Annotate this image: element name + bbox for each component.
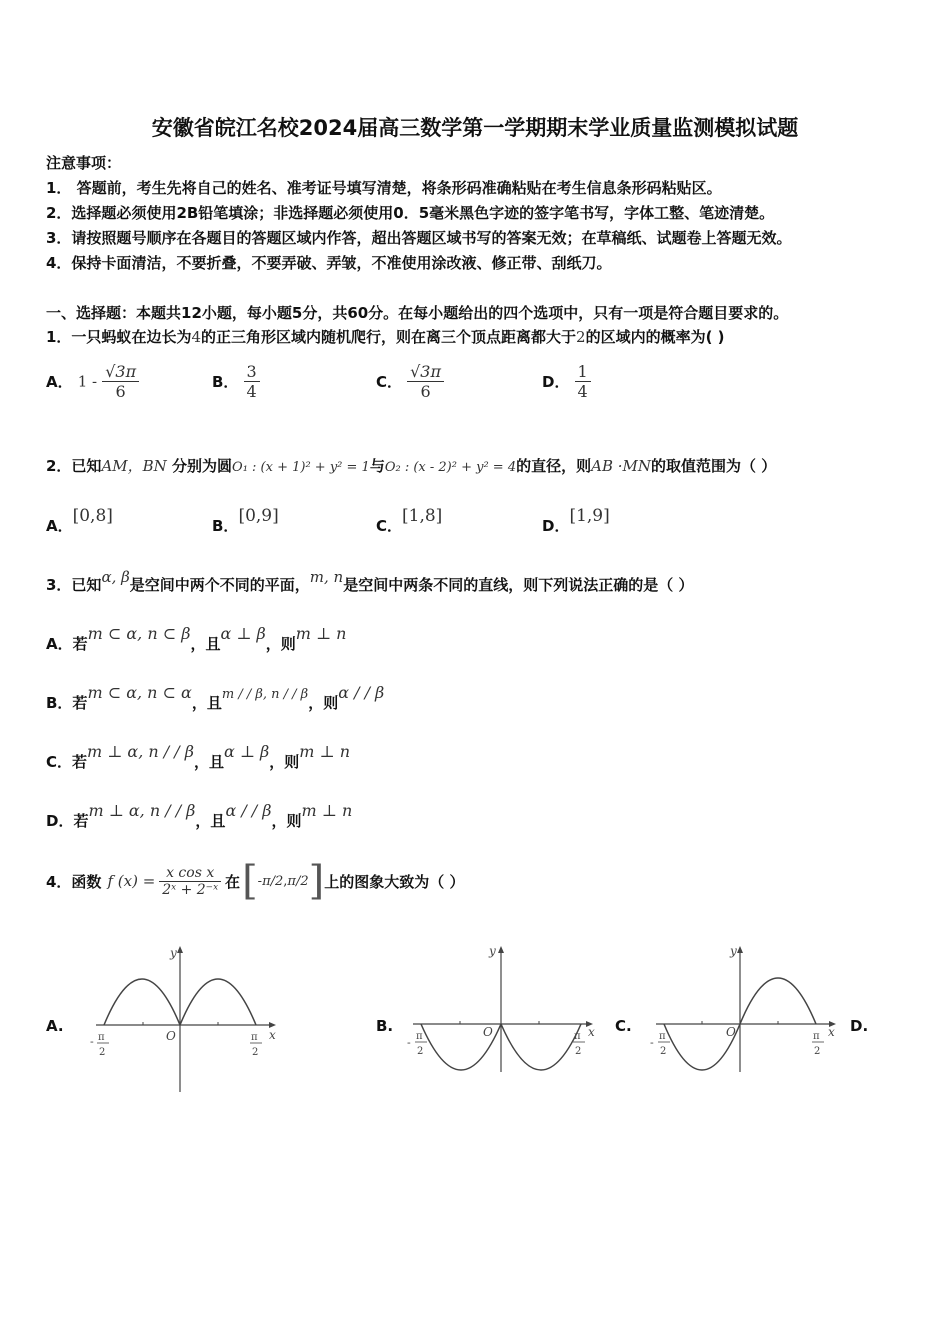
svg-text:2: 2: [417, 1046, 424, 1057]
q3-option-a[interactable]: A．若m ⊂ α, n ⊂ β，且α ⊥ β，则m ⊥ n: [46, 624, 347, 653]
q4-option-d-label[interactable]: D.: [850, 1017, 869, 1035]
y-axis-label: y: [730, 944, 737, 958]
q2-option-c[interactable]: C．[1,8]: [376, 506, 443, 535]
q2-option-b[interactable]: B．[0,9]: [212, 506, 279, 535]
section-heading: 一、选择题：本题共12小题，每小题5分，共60分。在每小题给出的四个选项中，只有一项是符合题目要求的。: [46, 304, 789, 322]
svg-text:π: π: [416, 1031, 423, 1042]
svg-text:2: 2: [814, 1046, 821, 1057]
q3-option-c[interactable]: C．若m ⊥ α, n / / β，且α ⊥ β，则m ⊥ n: [46, 742, 350, 771]
q1-option-c[interactable]: C． $\frac{√3\pi}{6}$: [376, 362, 444, 401]
x-axis-label: x: [828, 1025, 835, 1039]
svg-text:-: -: [90, 1035, 94, 1048]
notice-heading: 注意事项：: [46, 154, 122, 172]
svg-text:π: π: [98, 1032, 105, 1043]
q4-option-c-label[interactable]: C.: [615, 1017, 632, 1035]
notice-item: 1． 答题前，考生先将自己的姓名、准考证号填写清楚，将条形码准确粘贴在考生信息条形码粘贴区。: [46, 179, 722, 197]
graph-a: [88, 940, 288, 1100]
origin-label: O: [726, 1025, 736, 1039]
svg-text:π: π: [659, 1031, 666, 1042]
svg-text:-: -: [407, 1036, 411, 1049]
svg-text:2: 2: [252, 1047, 259, 1058]
origin-label: O: [483, 1025, 493, 1039]
svg-text:π: π: [813, 1031, 820, 1042]
svg-text:2: 2: [99, 1047, 106, 1058]
q3-option-d[interactable]: D．若m ⊥ α, n / / β，且α / / β，则m ⊥ n: [46, 801, 353, 830]
y-axis-label: y: [170, 946, 177, 960]
svg-text:-: -: [650, 1036, 654, 1049]
question-4: 4．函数 f (x) = $\frac{\text{x cos x}}{\text{2ˣ + 2⁻ˣ}}$ 在 [ -π/2 , π/2 ] 上的图象大致为（ ）: [46, 858, 465, 904]
graph-b: [405, 940, 605, 1080]
svg-text:2: 2: [575, 1046, 582, 1057]
question-2: 2．已知AM，BN 分别为圆O₁ : (x + 1)² + y² = 1与O₂ : (x - 2)² + y² = 4的直径，则AB ·MN的取值范围为（ ）: [46, 457, 777, 475]
q1-option-a[interactable]: A． 1 - $\frac{√3\pi}{6}$: [46, 362, 139, 401]
svg-text:π: π: [251, 1032, 258, 1043]
q2-option-a[interactable]: A．[0,8]: [46, 506, 113, 535]
q1-option-d[interactable]: D． $\frac{1}{4}$: [542, 362, 591, 401]
origin-label: O: [166, 1029, 176, 1043]
svg-text:2: 2: [660, 1046, 667, 1057]
graph-c: [648, 940, 848, 1080]
page-title: 安徽省皖江名校2024届高三数学第一学期期末学业质量监测模拟试题: [151, 116, 799, 140]
svg-text:π: π: [574, 1031, 581, 1042]
x-axis-label: x: [269, 1028, 276, 1042]
question-1: 1．一只蚂蚁在边长为4的正三角形区域内随机爬行，则在离三个顶点距离都大于2的区域内的概率为( ): [46, 328, 725, 346]
x-axis-label: x: [588, 1025, 595, 1039]
q4-option-b-label[interactable]: B.: [376, 1017, 394, 1035]
notice-item: 3．请按照题号顺序在各题目的答题区域内作答，超出答题区域书写的答案无效；在草稿纸、试题卷上答题无效。: [46, 229, 792, 247]
question-3: 3．已知α, β是空间中两个不同的平面，m, n是空间中两条不同的直线，则下列说法正确的是（ ）: [46, 568, 694, 594]
q4-option-a-label[interactable]: A.: [46, 1017, 64, 1035]
q3-option-b[interactable]: B．若m ⊂ α, n ⊂ α，且m / / β, n / / β，则α / / β: [46, 683, 385, 712]
y-axis-label: y: [489, 944, 496, 958]
notice-item: 4．保持卡面清洁，不要折叠，不要弄破、弄皱，不准使用涂改液、修正带、刮纸刀。: [46, 254, 612, 272]
q2-option-d[interactable]: D．[1,9]: [542, 506, 610, 535]
notice-item: 2．选择题必须使用2B铅笔填涂；非选择题必须使用0．5毫米黑色字迹的签字笔书写，字体工整、笔迹清楚。: [46, 204, 775, 222]
q1-option-b[interactable]: B． $\frac{3}{4}$: [212, 362, 260, 401]
